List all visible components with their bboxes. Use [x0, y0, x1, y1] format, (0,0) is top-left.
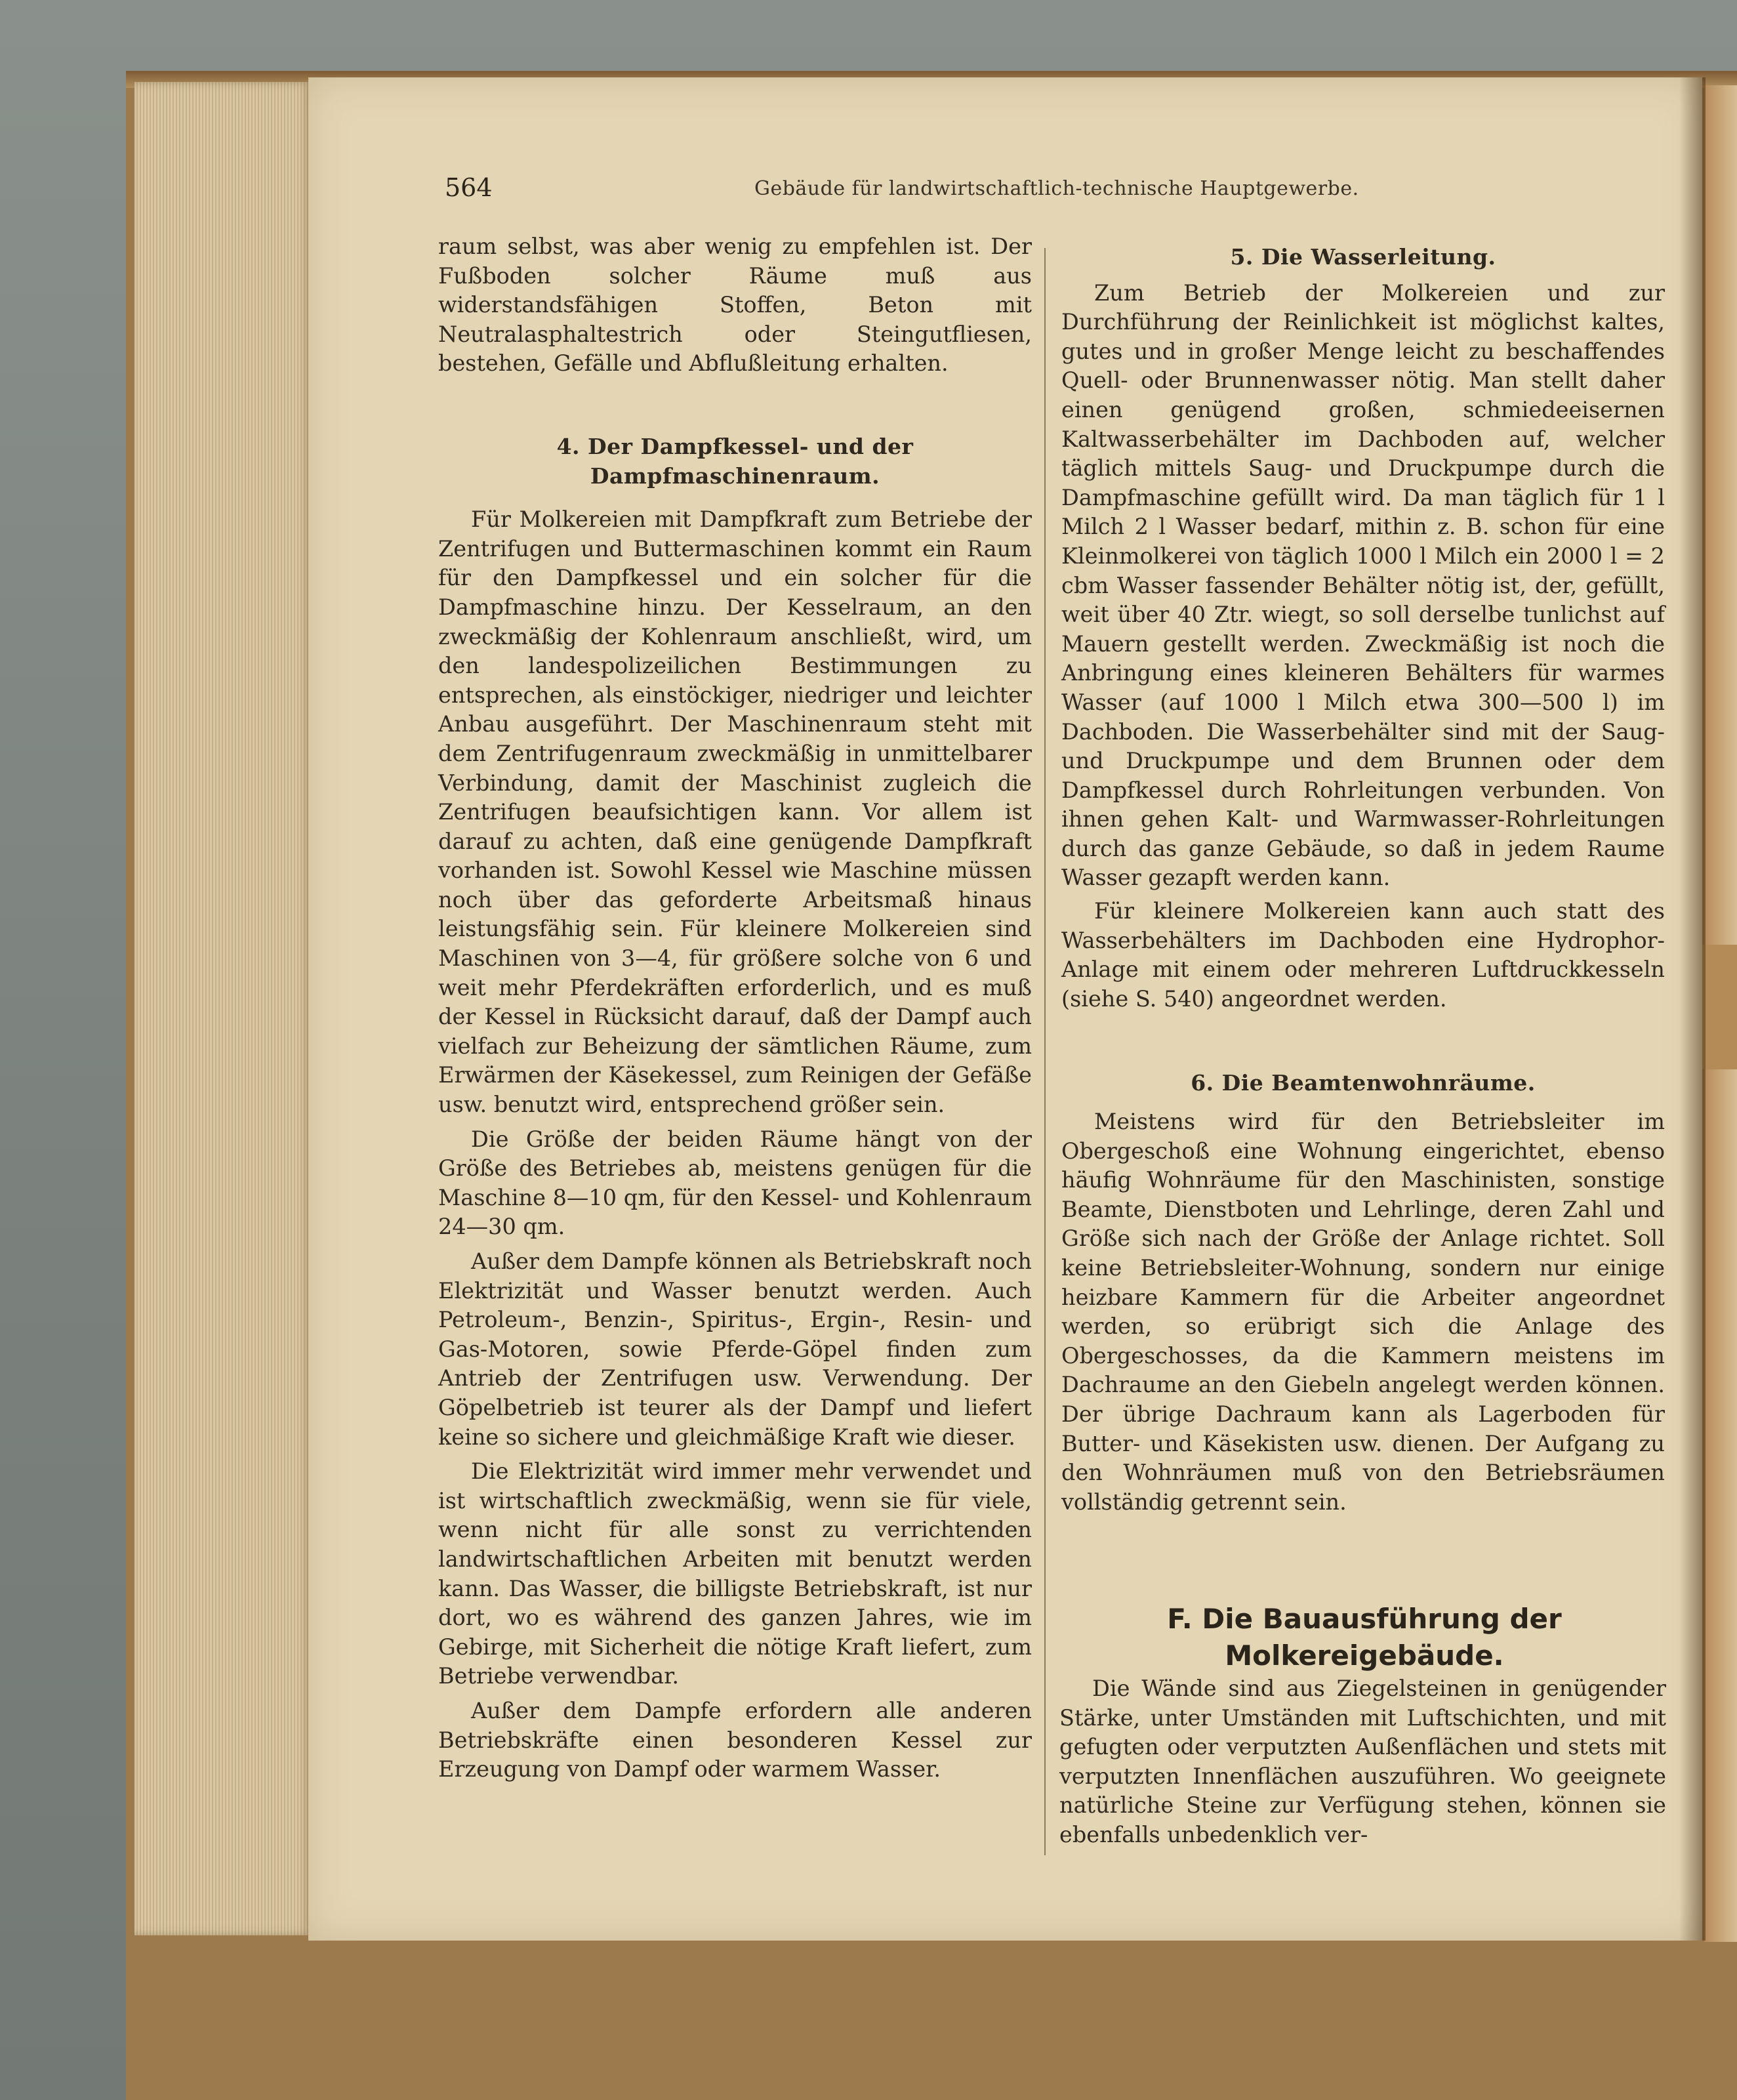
paragraph: Meistens wird für den Betriebsleiter im Obergeschoß eine Wohnung eingerichtet, ebenso häufig Wohnräume für den Maschinisten, sonstige Beamte, Dienstboten und Lehrlinge, deren Zahl und Größe sich nach der Größe der Anlage richtet. Soll keine Betriebsleiter-Wohnung, sondern nur einige heizbare Kammern für die Arbeiter angeordnet werden, so erübrigt sich die Anlage des Obergeschosses, da die Kammern meistens im Dachraume an den Giebeln angelegt werden können. Der übrige Dachraum kann als Lagerboden für Butter- und Käsekisten usw. dienen. Der Aufgang zu den Wohnräumen muß von den Betriebsräumen vollständig getrennt sein.: [1061, 1109, 1665, 1515]
heading-wasserleitung: 5. Die Wasserleitung.: [1230, 244, 1496, 270]
column-rule: [1044, 248, 1046, 1855]
heading-beamtenwohnraeume: 6. Die Beamtenwohnräume.: [1191, 1070, 1536, 1096]
paragraph: Für Molkereien mit Dampfkraft zum Betriebe der Zentrifugen und Buttermaschinen kommt ein Raum für den Dampfkessel und ein solcher für die Dampfmaschine hinzu. Der Kesselraum, an den zweckmäßig der Kohlenraum anschließt, wird, um den landespolizeilichen Bestimmungen zu entsprechen, als einstöckiger, niedriger und leichter Anbau ausgeführt. Der Maschinenraum steht mit dem Zentrifugenraum zweckmäßig in unmittelbarer Verbindung, damit der Maschinist zugleich die Zentrifugen beaufsichtigen kann. Vor allem ist darauf zu achten, daß eine genügende Dampfkraft vorhanden ist. Sowohl Kessel wie Maschine müssen noch über das geforderte Arbeitsmaß hinaus leistungsfähig sein. Für kleinere Molkereien sind Maschinen von 3—4, für größere solche von 6 und weit mehr Pferdekräften erforderlich, und es muß der Kessel in Rücksicht darauf, daß der Dampf auch vielfach zur Beheizung der sämtlichen Räume, zum Erwärmen der Käsekessel, zum Reinigen der Gefäße usw. benutzt wird, entsprechend größer sein.: [438, 506, 1032, 1118]
page-gutter: [1679, 77, 1706, 1941]
paragraph: Außer dem Dampfe können als Betriebskraft noch Elektrizität und Wasser benutzt werden. Auch Petroleum-, Benzin-, Spiritus-, Ergin-, Resin- und Gas-Motoren, sowie Pferde-Göpel finden zum Antrieb der Zentrifugen usw. Verwendung. Der Göpelbetrieb ist teurer als der Dampf und liefert keine so sichere und gleichmäßige Kraft wie dieser.: [438, 1248, 1032, 1450]
page-number: 564: [445, 173, 493, 202]
paragraph: Für kleinere Molkereien kann auch statt des Wasserbehälters im Dachboden eine Hydrophor-Anlage mit einem oder mehreren Luftdruckkesseln (siehe S. 540) angeordnet werden.: [1061, 898, 1665, 1012]
page-stack: [134, 82, 312, 1935]
right-column: [1061, 243, 1665, 1517]
running-head: Gebäude für landwirtschaftlich-technische Hauptgewerbe.: [754, 177, 1359, 200]
paragraph: Die Wände sind aus Ziegelsteinen in genügender Stärke, unter Umständen mit Luftschichten, und mit gefugten oder verputzten Außenflächen und stets mit verputzten Innenflächen auszuführen. Wo geeignete natürliche Steine zur Verfügung stehen, können sie ebenfalls unbedenklich ver-: [1059, 1676, 1666, 1847]
section-heading: F. Die Bauausführung der Molkereigebäude.: [1167, 1603, 1562, 1672]
paragraph: Die Elektrizität wird immer mehr verwendet und ist wirtschaftlich zweckmäßig, wenn sie für viele, wenn nicht für alle sonst zu verrichtenden landwirtschaftlichen Arbeiten mit benutzt werden kann. Das Wasser, die billigste Betriebskraft, ist nur dort, wo es während des ganzen Jahres, wie im Gebirge, mit Sicherheit die nötige Kraft liefert, zum Betriebe verwendbar.: [438, 1458, 1032, 1689]
left-column: [438, 232, 1032, 1784]
paragraph: Zum Betrieb der Molkereien und zur Durchführung der Reinlichkeit ist möglichst kaltes, gutes und in großer Menge leicht zu beschaffendes Quell- oder Brunnenwasser nötig. Man stellt daher einen genügend großen, schmiedeeisernen Kaltwasserbehälter im Dachboden auf, welcher täglich mittels Saug- und Druckpumpe durch die Dampfmaschine gefüllt wird. Da man täglich für 1 l Milch 2 l Wasser bedarf, mithin z. B. schon für eine Kleinmolkerei von täglich 1000 l Milch ein 2000 l = 2 cbm Wasser fassender Behälter nötig ist, der, gefüllt, weit über 40 Ztr. wiegt, so soll derselbe tunlichst auf Mauern gestellt werden. Zweckmäßig ist noch die Anbringung eines kleineren Behälters für warmes Wasser (auf 1000 l Milch etwa 300—500 l) im Dachboden. Die Wasserbehälter sind mit der Saug- und Druckpumpe und dem Brunnen oder dem Dampfkessel durch Rohrleitungen verbunden. Von ihnen gehen Kalt- und Warmwasser-Rohrleitungen durch das ganze Gebäude, so daß in jedem Raume Wasser gezapft werden kann.: [1061, 279, 1665, 891]
paragraph: raum selbst, was aber wenig zu empfehlen ist. Der Fußboden solcher Räume muß aus widerstandsfähigen Stoffen, Beton mit Neutralasphaltestrich oder Steingutfliesen, bestehen, Gefälle und Abflußleitung erhalten.: [438, 234, 1032, 377]
paragraph: Außer dem Dampfe erfordern alle anderen Betriebskräfte einen besonderen Kessel zur Erzeugung von Dampf oder warmem Wasser.: [438, 1697, 1032, 1782]
section-body: [1059, 1674, 1666, 1850]
heading-dampfkessel: 4. Der Dampfkessel- und der Dampfmaschinenraum.: [556, 433, 914, 489]
paragraph: Die Größe der beiden Räume hängt von der Größe des Betriebes ab, meistens genügen für die Maschine 8—10 qm, für den Kessel- und Kohlenraum 24—30 qm.: [438, 1126, 1032, 1240]
